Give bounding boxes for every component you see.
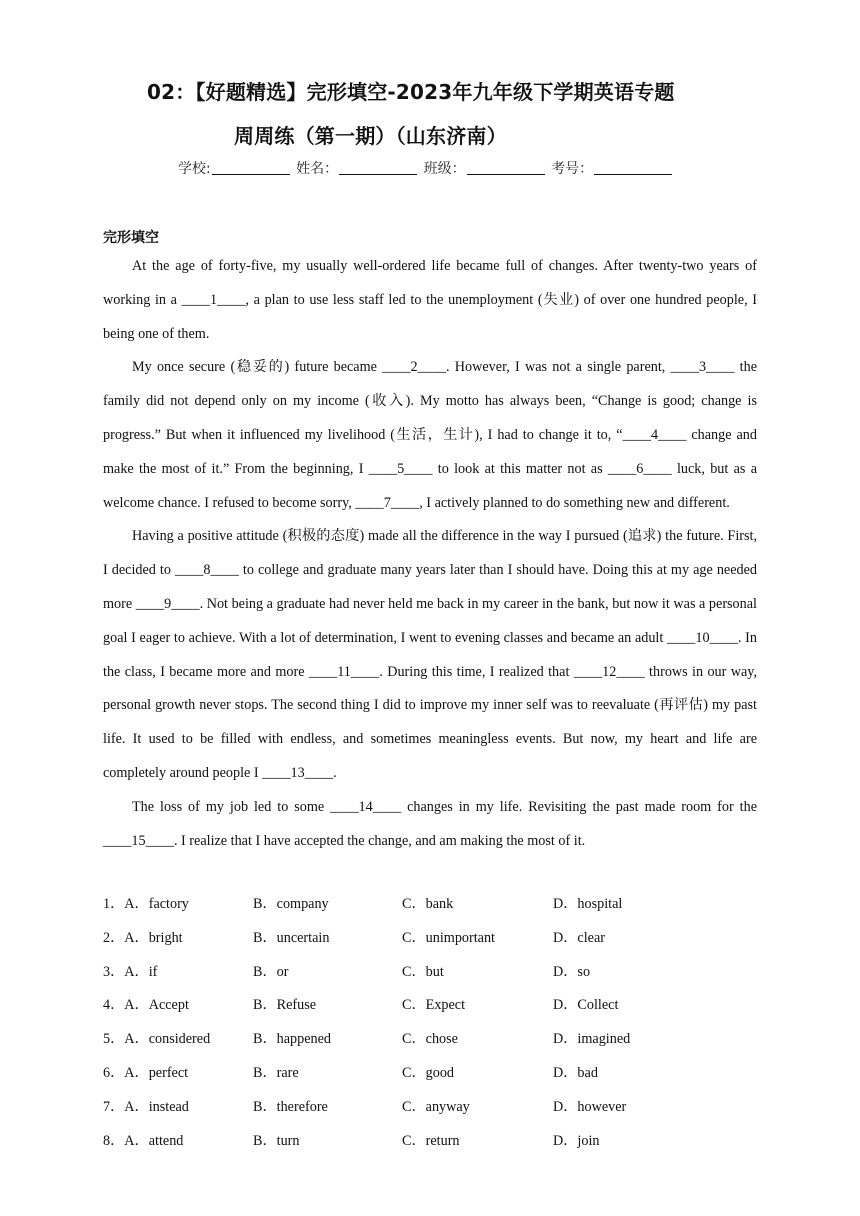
name-blank <box>339 160 417 175</box>
option-c: C．bank <box>402 896 454 912</box>
exam-number-label: 考号： <box>551 161 594 177</box>
passage-paragraph-4: The loss of my job led to some ____14____ changes in my life. Revisiting the past made room for the ____15____. I realize that I have accepted the change, and am making the most of it. <box>103 798 757 849</box>
document-title-line2: 周周练（第一期）（山东济南） <box>234 124 507 148</box>
option-c: C．chose <box>402 1031 458 1048</box>
passage-paragraph-2: My once secure (稳妥的) future became ____2____. However, I was not a single parent, ____3____ the family did not depend only on my income (收入). My motto has always been, “Change is good; change is progress.” But when it influenced my livelihood (生活，生计), I had to change it to, “____4____ change and make the most of it.” From the beginning, I ____5____ to look at this matter not as ____6____ luck, but as a welcome chance. I refused to become sorry, ____7____, I actively planned to do something new and different. <box>103 359 757 511</box>
option-b: B．or <box>253 963 289 980</box>
question-row <box>103 888 757 922</box>
school-blank <box>212 160 290 175</box>
option-a: 8．A．attend <box>103 1132 184 1149</box>
option-c: C．return <box>402 1132 460 1149</box>
option-b: B．therefore <box>253 1098 328 1115</box>
option-d: D．imagined <box>553 1031 631 1048</box>
option-d: D．however <box>553 1098 627 1115</box>
answer-options <box>103 888 757 1158</box>
option-c: C．good <box>402 1064 455 1081</box>
option-a: 7．A．instead <box>103 1098 189 1115</box>
option-b: B．Refuse <box>253 997 317 1014</box>
option-c: C．but <box>402 963 444 980</box>
passage-paragraph-3: Having a positive attitude (积极的态度) made all the difference in the way I pursued (追求) the future. First, I decided to ____8____ to college and graduate many years later than I should have. Doing this at my age needed more ____9____. Not being a graduate had never held me back in my career in the bank, but now it was a personal goal I eager to achieve. With a lot of determination, I went to evening classes and became an adult ____10____. In the class, I became more and more ____11____. During this time, I realized that ____12____ throws in our way, personal growth never stops. The second thing I did to improve my inner self was to reevaluate (再评估) my past life. It used to be filled with endless, and sometimes meaningless events. But now, my heart and life are completely around people I ____13____. <box>103 528 757 781</box>
option-b: B．rare <box>253 1064 299 1081</box>
option-b: B．uncertain <box>253 929 330 946</box>
name-label: 姓名： <box>296 161 339 177</box>
option-a: 5．A．considered <box>103 1031 211 1048</box>
class-blank <box>467 160 545 175</box>
question-row <box>103 922 757 956</box>
option-a: 3．A．if <box>103 963 158 980</box>
class-label: 班级： <box>423 161 466 177</box>
option-b: B．happened <box>253 1031 332 1048</box>
option-d: D．Collect <box>553 997 619 1014</box>
cloze-passage <box>103 250 757 858</box>
option-a: 1．A．factory <box>103 896 189 912</box>
option-a: 2．A．bright <box>103 929 183 946</box>
section-heading: 完形填空 <box>103 230 159 246</box>
question-row <box>103 1057 757 1091</box>
option-c: C．Expect <box>402 997 466 1014</box>
school-label: 学校: <box>178 161 211 177</box>
option-b: B．turn <box>253 1132 300 1149</box>
question-row <box>103 1091 757 1125</box>
option-d: D．bad <box>553 1064 598 1081</box>
passage-paragraph-1: At the age of forty-five, my usually well-ordered life became full of changes. After twenty-two years of working in a ____1____, a plan to use less staff led to the unemployment (失业) of over one hundred people, I being one of them. <box>103 258 757 342</box>
question-row <box>103 1125 757 1159</box>
option-d: D．hospital <box>553 896 623 912</box>
document-title-line1: 02：【好题精选】完形填空-2023年九年级下学期英语专题 <box>147 80 675 104</box>
option-d: D．clear <box>553 929 605 946</box>
student-info-line <box>178 158 674 178</box>
option-d: D．join <box>553 1132 600 1149</box>
option-a: 4．A．Accept <box>103 997 189 1014</box>
option-c: C．unimportant <box>402 929 496 946</box>
exam-number-blank <box>594 160 672 175</box>
option-b: B．company <box>253 896 329 912</box>
option-c: C．anyway <box>402 1098 470 1115</box>
question-row <box>103 1023 757 1057</box>
option-a: 6．A．perfect <box>103 1064 189 1081</box>
option-d: D．so <box>553 963 591 980</box>
question-row <box>103 956 757 990</box>
question-row <box>103 989 757 1023</box>
